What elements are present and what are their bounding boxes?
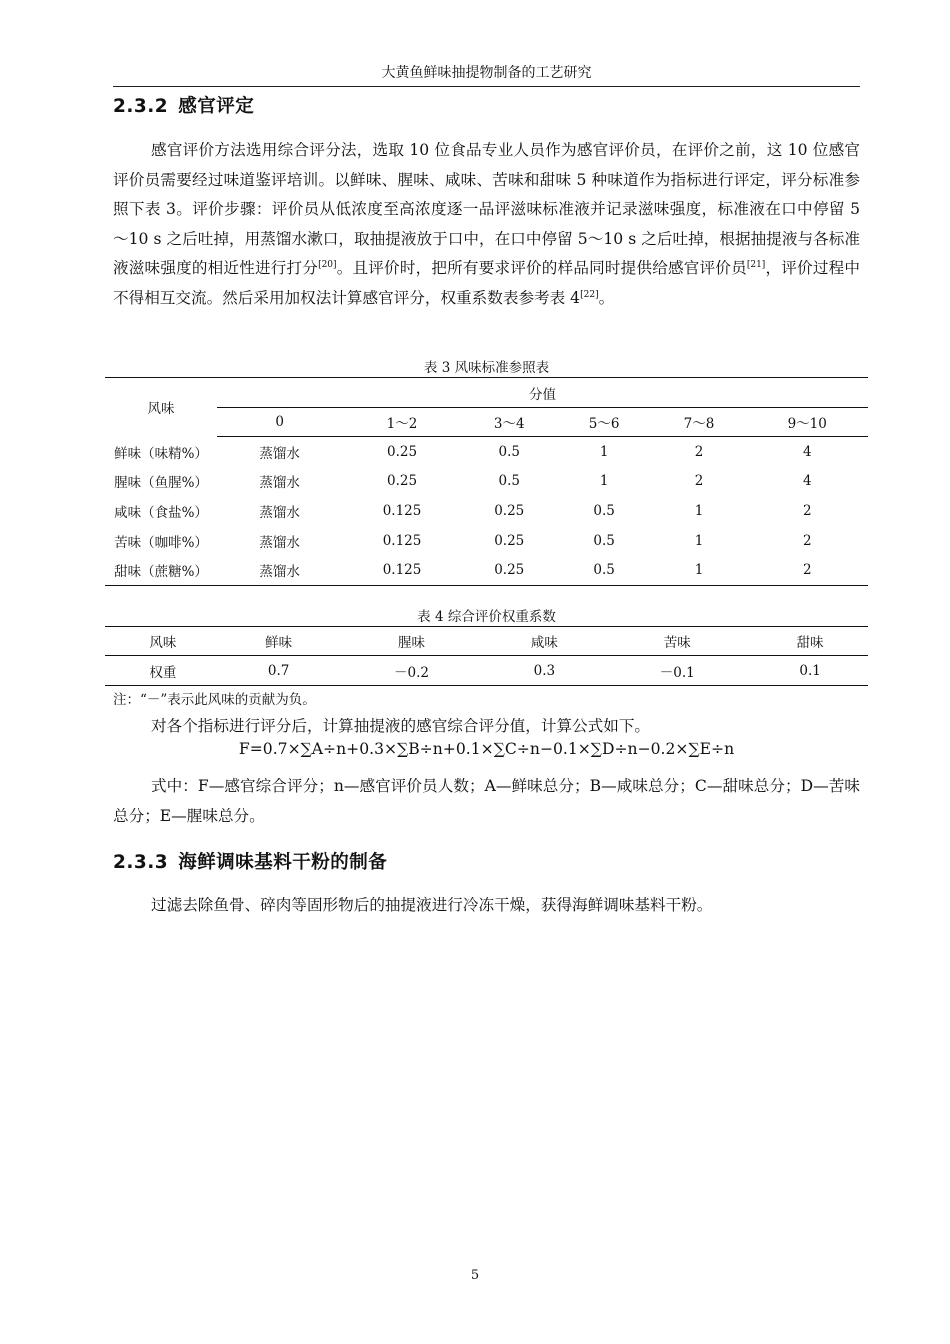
running-header: 大黄鱼鲜味抽提物制备的工艺研究 [113, 62, 860, 87]
citation-ref: [21] [746, 260, 766, 270]
paragraph-text: 。 [598, 288, 615, 307]
column-header: 1～2 [342, 408, 462, 437]
table-cell: 1 [599, 443, 609, 460]
table-row [105, 496, 868, 526]
table-cell: 1 [599, 473, 609, 490]
table-cell: 0.25 [386, 443, 418, 460]
table-cell: －0.2 [394, 664, 429, 681]
section-heading-2-3-3 [113, 848, 387, 874]
table-cell: 蒸馏水 [259, 564, 300, 581]
table-group-header: 分值 [217, 378, 868, 408]
column-header: 苦味 [602, 627, 752, 656]
table-cell: 0.125 [382, 502, 422, 519]
section-number: 2.3.3 [113, 852, 169, 873]
table-cell: 0.25 [494, 532, 525, 549]
column-header: 腥味 [337, 627, 487, 656]
section-title: 感官评定 [178, 96, 255, 117]
column-header: 0 [217, 408, 342, 437]
table4-caption: 表 4 综合评价权重系数 [417, 609, 556, 625]
table-cell: －0.1 [659, 664, 695, 681]
table-cell: 0.5 [593, 532, 615, 549]
citation-ref: [22] [580, 289, 599, 300]
table-row [105, 467, 868, 497]
table-cell: 0.5 [593, 562, 615, 579]
paragraph-method [113, 136, 860, 313]
table-cell: 0.5 [593, 502, 615, 519]
column-header: 5～6 [557, 408, 652, 437]
flavor-standard-table [105, 377, 868, 586]
table-row [105, 526, 868, 556]
table-row [105, 555, 868, 585]
table-cell: 4 [802, 443, 812, 460]
table-cell: 2 [802, 562, 812, 579]
table-cell: 0.25 [386, 473, 418, 490]
row-label: 苦味（咖啡%） [114, 534, 208, 551]
table-cell: 0.5 [498, 443, 520, 460]
paragraph-text: 感官评价方法选用综合评分法，选取 10 位食品专业人员作为感官评价员，在评价之前，这 10 位感官评价员需要经过味道鉴评培训。以鲜味、腥味、咸味、苦味和甜味 5 种味道作为指标进行评定，评分标准参照下表 3。评价步骤：评价员从低浓度至高浓度逐一品评滋味标准液并记录滋味强度，标准液在口中停留 5～10 s 之后吐掉，用蒸馏水漱口，取抽提液放于口中，在口中停留 5～10 s 之后吐掉，根据抽提液与各标准液滋味强度的相近性进行打分 [113, 141, 860, 277]
table3-caption: 表 3 风味标准参照表 [423, 360, 550, 376]
citation-ref: [20] [318, 260, 337, 270]
paragraph-formula-intro: 对各个指标进行评分后，计算抽提液的感官综合评分值，计算公式如下。 [151, 717, 651, 735]
table-cell: 1 [694, 532, 704, 549]
table-row [105, 656, 868, 686]
column-header: 鲜味 [221, 627, 337, 656]
table-cell: 1 [694, 562, 704, 579]
row-label: 甜味（蔗糖%） [114, 564, 208, 581]
row-label: 腥味（鱼腥%） [114, 475, 208, 492]
formula: F=0.7×∑A÷n+0.3×∑B÷n+0.1×∑C÷n−0.1×∑D÷n−0.2×∑E÷n [238, 740, 735, 758]
paragraph-text: 。且评价时，把所有要求评价的样品同时提供给感官评价员 [336, 259, 747, 277]
table-cell: 蒸馏水 [259, 504, 300, 521]
table-cell: 0.5 [498, 473, 520, 490]
table-row-header: 风味 [147, 401, 175, 418]
paragraph-text: ，评价过程中不得相互交流。然后采用加权法计算感官评分，权重系数表参考表 4 [113, 259, 860, 307]
table-note: 注：“－”表示此风味的贡献为负。 [113, 692, 316, 708]
table-row [105, 437, 868, 467]
weight-coefficient-table [105, 626, 868, 686]
paragraph-formula-legend: 式中：F—感官综合评分；n—感官评价员人数；A—鲜味总分；B—咸味总分；C—甜味总分；D—苦味总分；E—腥味总分。 [113, 777, 860, 825]
table-cell: 0.25 [494, 502, 525, 519]
table-cell: 4 [802, 473, 812, 490]
table-cell: 2 [802, 502, 812, 519]
section-heading-2-3-2 [113, 92, 254, 118]
table-cell: 2 [694, 443, 704, 460]
row-label: 鲜味（味精%） [114, 445, 208, 462]
table-cell: 0.125 [382, 562, 422, 579]
section-number: 2.3.2 [113, 96, 169, 117]
table-cell: 0.1 [799, 662, 821, 679]
column-header: 咸味 [486, 627, 602, 656]
page-number: 5 [470, 1268, 480, 1283]
column-header: 7～8 [652, 408, 747, 437]
column-header: 甜味 [752, 627, 868, 656]
table-cell: 0.3 [533, 662, 556, 679]
table-cell: 0.25 [494, 562, 525, 579]
row-label: 咸味（食盐%） [114, 504, 208, 521]
table-cell: 2 [694, 473, 704, 490]
table-cell: 0.125 [382, 532, 422, 549]
section-title: 海鲜调味基料干粉的制备 [178, 852, 388, 873]
table-cell: 0.7 [267, 662, 290, 679]
table-cell: 蒸馏水 [259, 475, 300, 492]
table-cell: 蒸馏水 [259, 445, 300, 462]
column-header: 9～10 [746, 408, 868, 437]
column-header: 3～4 [462, 408, 557, 437]
column-header: 风味 [105, 627, 221, 656]
table-cell: 2 [802, 532, 812, 549]
paragraph-drying: 过滤去除鱼骨、碎肉等固形物后的抽提液进行冷冻干燥，获得海鲜调味基料干粉。 [151, 896, 713, 914]
row-label: 权重 [149, 664, 177, 681]
table-cell: 蒸馏水 [259, 534, 300, 551]
table-cell: 1 [694, 502, 704, 519]
